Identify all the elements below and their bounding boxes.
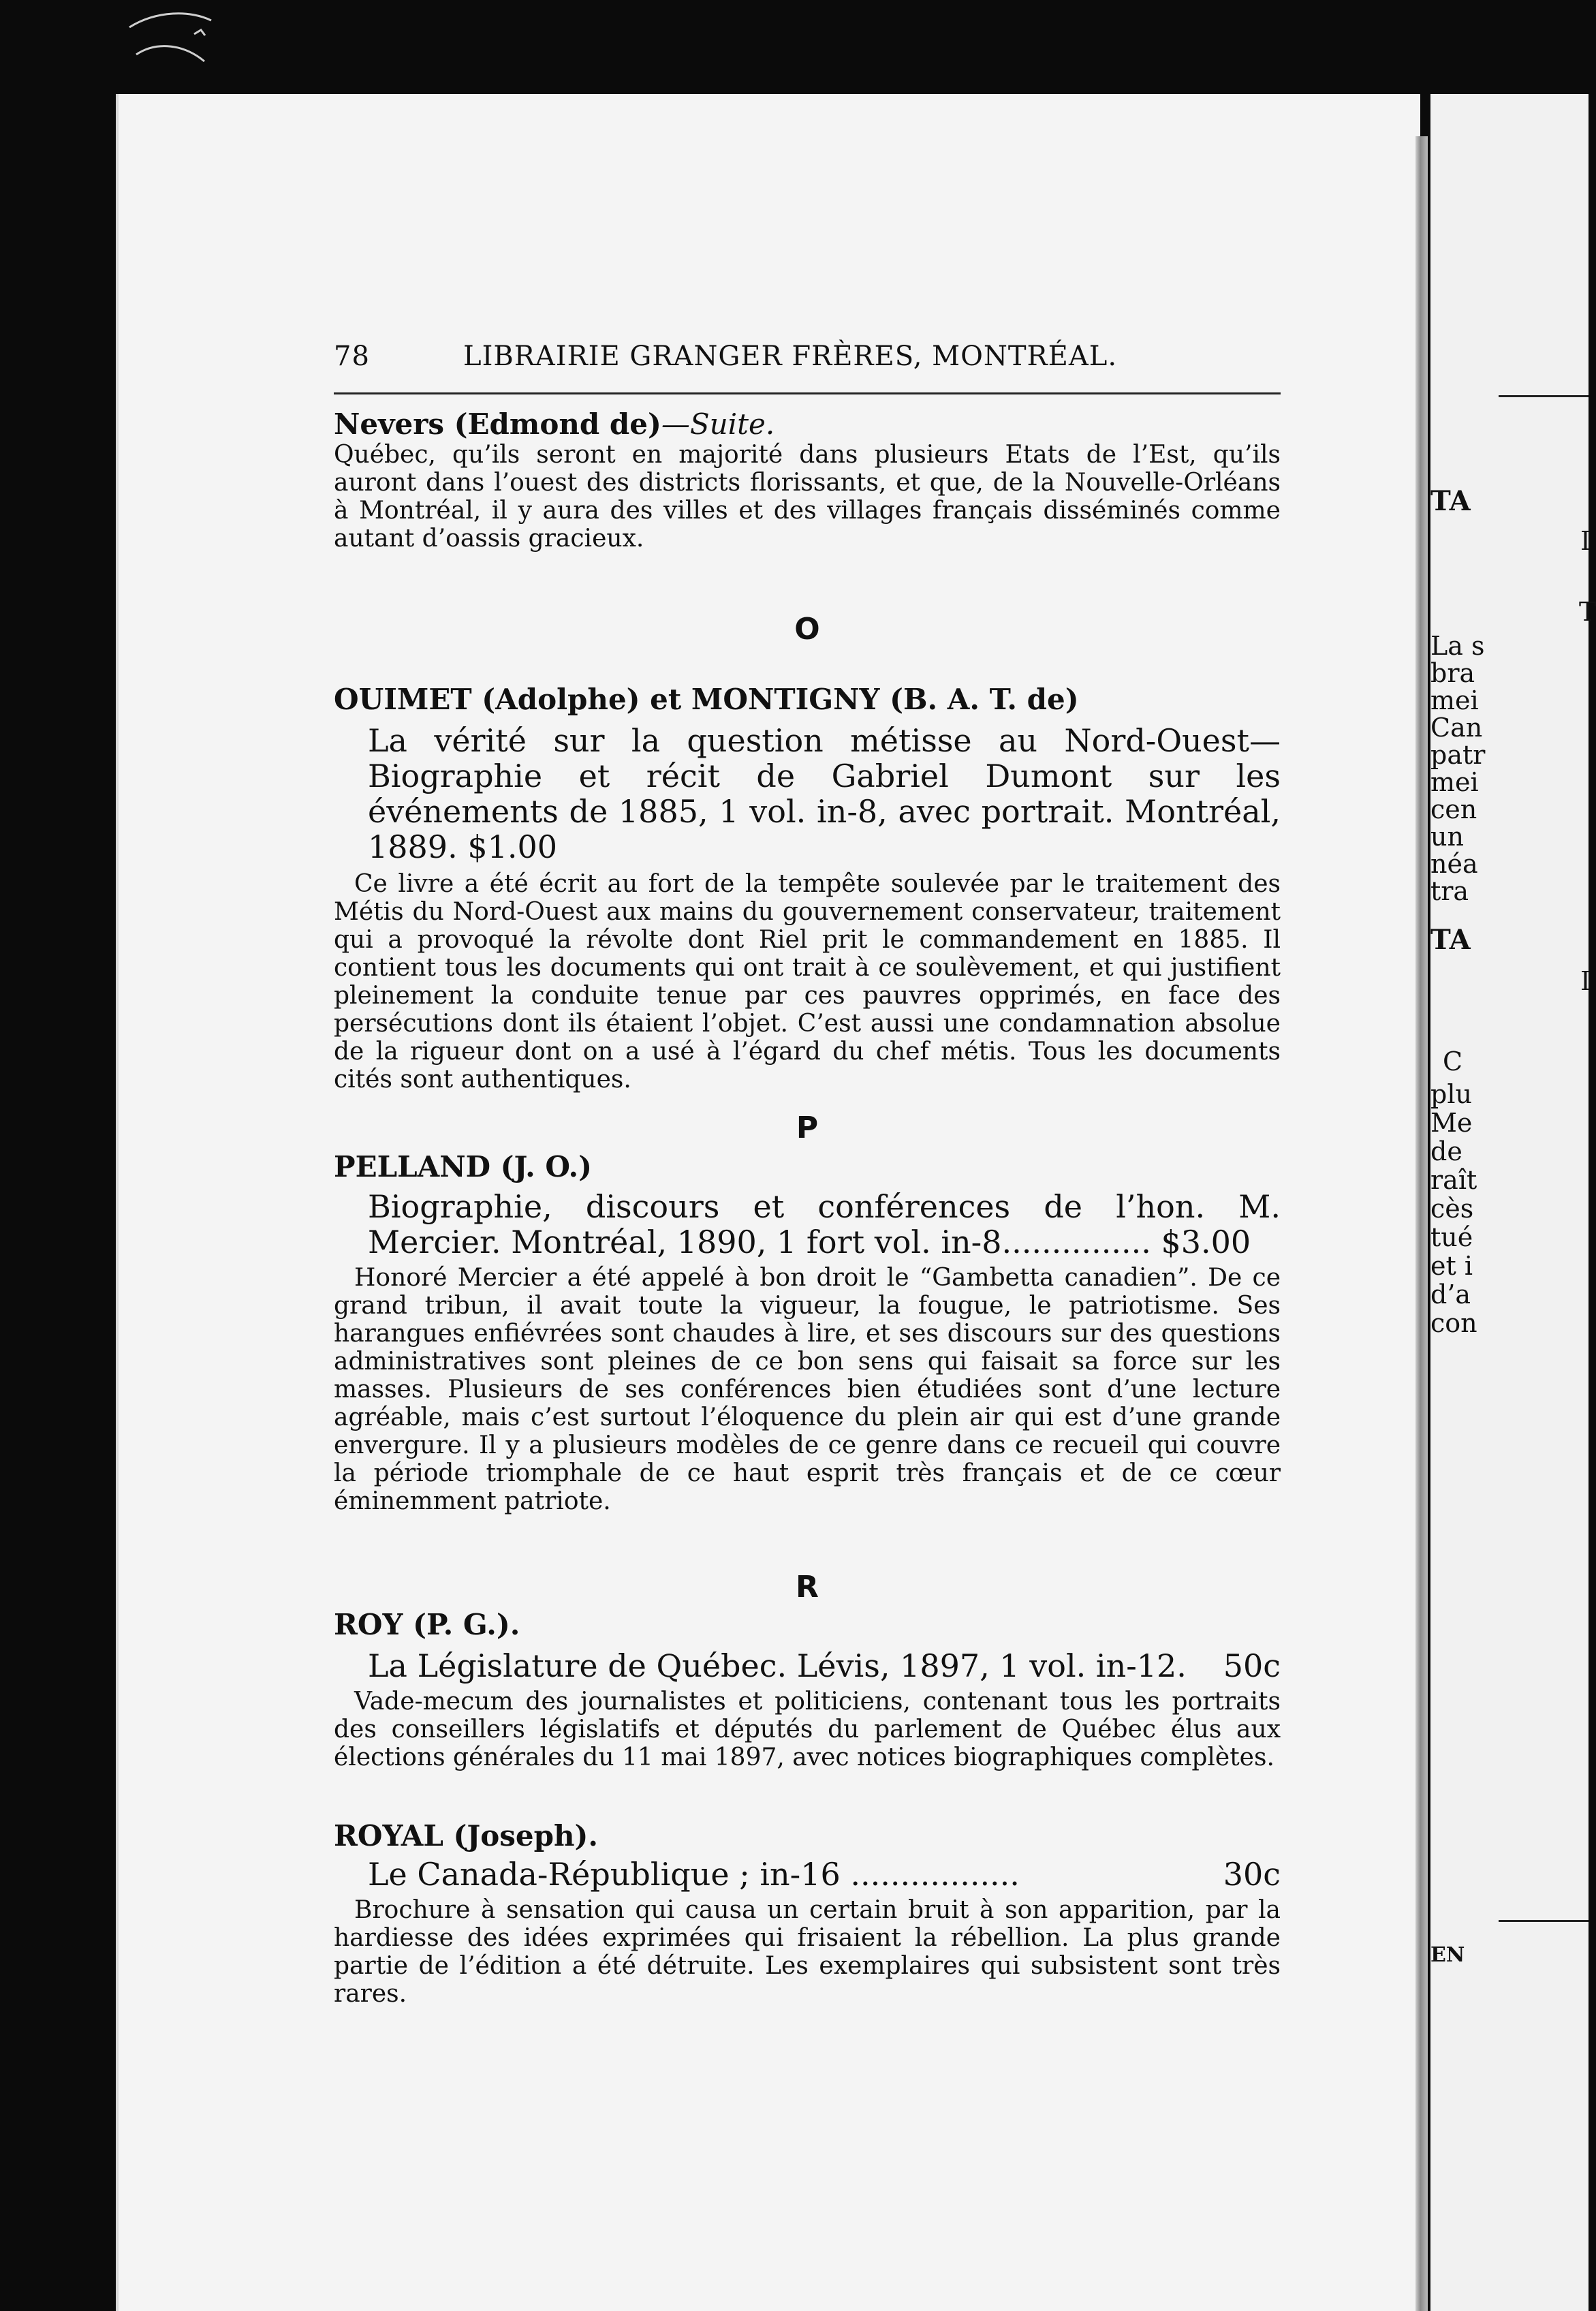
adjacent-fragment: I [1580, 526, 1591, 556]
adjacent-fragment: T [1579, 597, 1596, 627]
adjacent-fragment: C [1443, 1046, 1463, 1076]
entry-title-block [368, 1857, 1281, 1892]
entry-price: $1.00 [467, 828, 558, 865]
entry-title-text: La vérité sur la question métisse au Nord-Ouest—Biographie et récit de Gabriel Dumont sur les événements de 1885, 1 vol. in-8, avec portrait. Montréal, 1889. [368, 722, 1281, 865]
adjacent-fragment: tué [1430, 1222, 1473, 1252]
adjacent-fragment: et i [1430, 1251, 1473, 1281]
running-header [334, 341, 1281, 382]
entry-description: Honoré Mercier a été appelé à bon droit le “Gambetta canadien”. De ce grand tribun, il avait toute la vigueur, la fougue, le patriotisme. Ses harangues enfiévrées sont chaudes à lire, et ses discours sur des questions administratives sont pleines de ce bon sens qui faisait sa force sur les masses. Plusieurs de ses conférences bien étudiées sont d’une lecture agréable, mais c’est surtout l’éloquence du plein air qui est d’une grande envergure. Il y a plusieurs modèles de ce genre dans ce recueil qui couvre la période triomphale de ce haut esprit très français et de ce cœur éminemment patriote. [334, 1264, 1281, 1515]
entry-description: Ce livre a été écrit au fort de la tempête soulevée par le traitement des Métis du Nord-Ouest aux mains du gouvernement conservateur, traitement qui a provoqué la révolte dont Riel prit le commandement en 1885. Il contient tous les documents qui ont trait à ce soulèvement, et qui justifient pleinement la conduite tenue par ces pauvres opprimés, en face des persécutions dont ils étaient l’objet. C’est aussi une condamnation absolue de la rigueur dont on a usé à l’égard du chef métis. Tous les documents cités sont authentiques. [334, 870, 1281, 1094]
entry-price: 30c [1223, 1856, 1281, 1893]
entry-author: ROY (P. G.). [334, 1608, 520, 1641]
adjacent-fragment: I [1580, 966, 1591, 996]
section-letter: R [796, 1570, 819, 1604]
adjacent-fragment: mei [1430, 767, 1479, 797]
entry [334, 1150, 1281, 1515]
entry-price: 50c [1223, 1647, 1281, 1684]
adjacent-footer-rule [1499, 1920, 1589, 1922]
adjacent-fragment: patr [1430, 740, 1486, 770]
adjacent-fragment: de [1430, 1136, 1462, 1166]
suite-label: —Suite. [661, 407, 775, 441]
adjacent-fragment: mei [1430, 685, 1479, 715]
adjacent-fragment: Can [1430, 713, 1483, 743]
entry-description: Vade-mecum des journalistes et politiciens, contenant tous les portraits des conseillers législatifs et députés du parlement de Québec élus aux élections générales du 11 mai 1897, avec notices biographiques complètes. [334, 1688, 1281, 1771]
entry-title [368, 1189, 1281, 1260]
adjacent-fragment: cès [1430, 1194, 1474, 1224]
adjacent-fragment: bra [1430, 658, 1475, 688]
adjacent-fragment: d’a [1430, 1279, 1471, 1309]
section-letter: O [794, 612, 820, 647]
adjacent-fragment: tra [1430, 876, 1469, 906]
adjacent-fragment: TA [1430, 485, 1471, 517]
adjacent-fragment: un [1430, 822, 1464, 852]
entry-description: Québec, qu’ils seront en majorité dans plusieurs Etats de l’Est, qu’ils auront dans l’ouest des districts florissants, et que, de la Nouvelle-Orléans à Montréal, il y aura des villes et des villages français disséminés comme autant d’oassis gracieux. [334, 441, 1281, 553]
pencil-mark [116, 7, 225, 82]
section-letter: P [796, 1111, 819, 1145]
header-rule [334, 392, 1281, 394]
entry [334, 1819, 1281, 2008]
adjacent-fragment: raît [1430, 1165, 1477, 1195]
entry-author: OUIMET (Adolphe) et MONTIGNY (B. A. T. de) [334, 683, 1079, 716]
entry-description: Brochure à sensation qui causa un certain bruit à son apparition, par la hardiesse des idées exprimées qui frisaient la rébellion. La plus grande partie de l’édition a été détruite. Les exemplaires qui subsistent sont très rares. [334, 1896, 1281, 2008]
adjacent-fragment: cen [1430, 794, 1477, 824]
entry-title-block [368, 1648, 1281, 1684]
adjacent-fragment: con [1430, 1308, 1477, 1338]
adjacent-fragment: plu [1430, 1079, 1472, 1109]
adjacent-header-rule [1499, 395, 1589, 397]
entry-title-block [368, 723, 1281, 865]
entry-author: ROYAL (Joseph). [334, 1819, 599, 1852]
entry-continuation [334, 407, 1281, 553]
entry-title: La Législature de Québec. Lévis, 1897, 1 vol. in-12. [368, 1647, 1187, 1684]
entry-title-text: Biographie, discours et conférences de l’hon. M. Mercier. Montréal, 1890, 1 fort vol. in-8............... [368, 1188, 1281, 1260]
entry-author [334, 407, 1281, 441]
adjacent-fragment: néa [1430, 849, 1478, 879]
page-number: 78 [334, 341, 370, 372]
entry-price: $3.00 [1161, 1224, 1251, 1260]
entry-author: PELLAND (J. O.) [334, 1150, 593, 1183]
adjacent-fragment: La s [1430, 631, 1485, 661]
page-gutter [1415, 136, 1428, 2311]
entry-title: Le Canada-République ; in-16 ................. [368, 1856, 1020, 1893]
entry-title-block [368, 1189, 1281, 1260]
entry-title [368, 723, 1281, 865]
running-title: LIBRAIRIE GRANGER FRÈRES, MONTRÉAL. [463, 341, 1118, 372]
entry [334, 1608, 1281, 1771]
author-name: Nevers (Edmond de) [334, 407, 661, 441]
adjacent-fragment: EN [1430, 1943, 1465, 1967]
adjacent-fragment: TA [1430, 924, 1471, 956]
adjacent-fragment: Me [1430, 1108, 1473, 1138]
adjacent-page [1430, 94, 1596, 2311]
entry [334, 683, 1281, 1094]
